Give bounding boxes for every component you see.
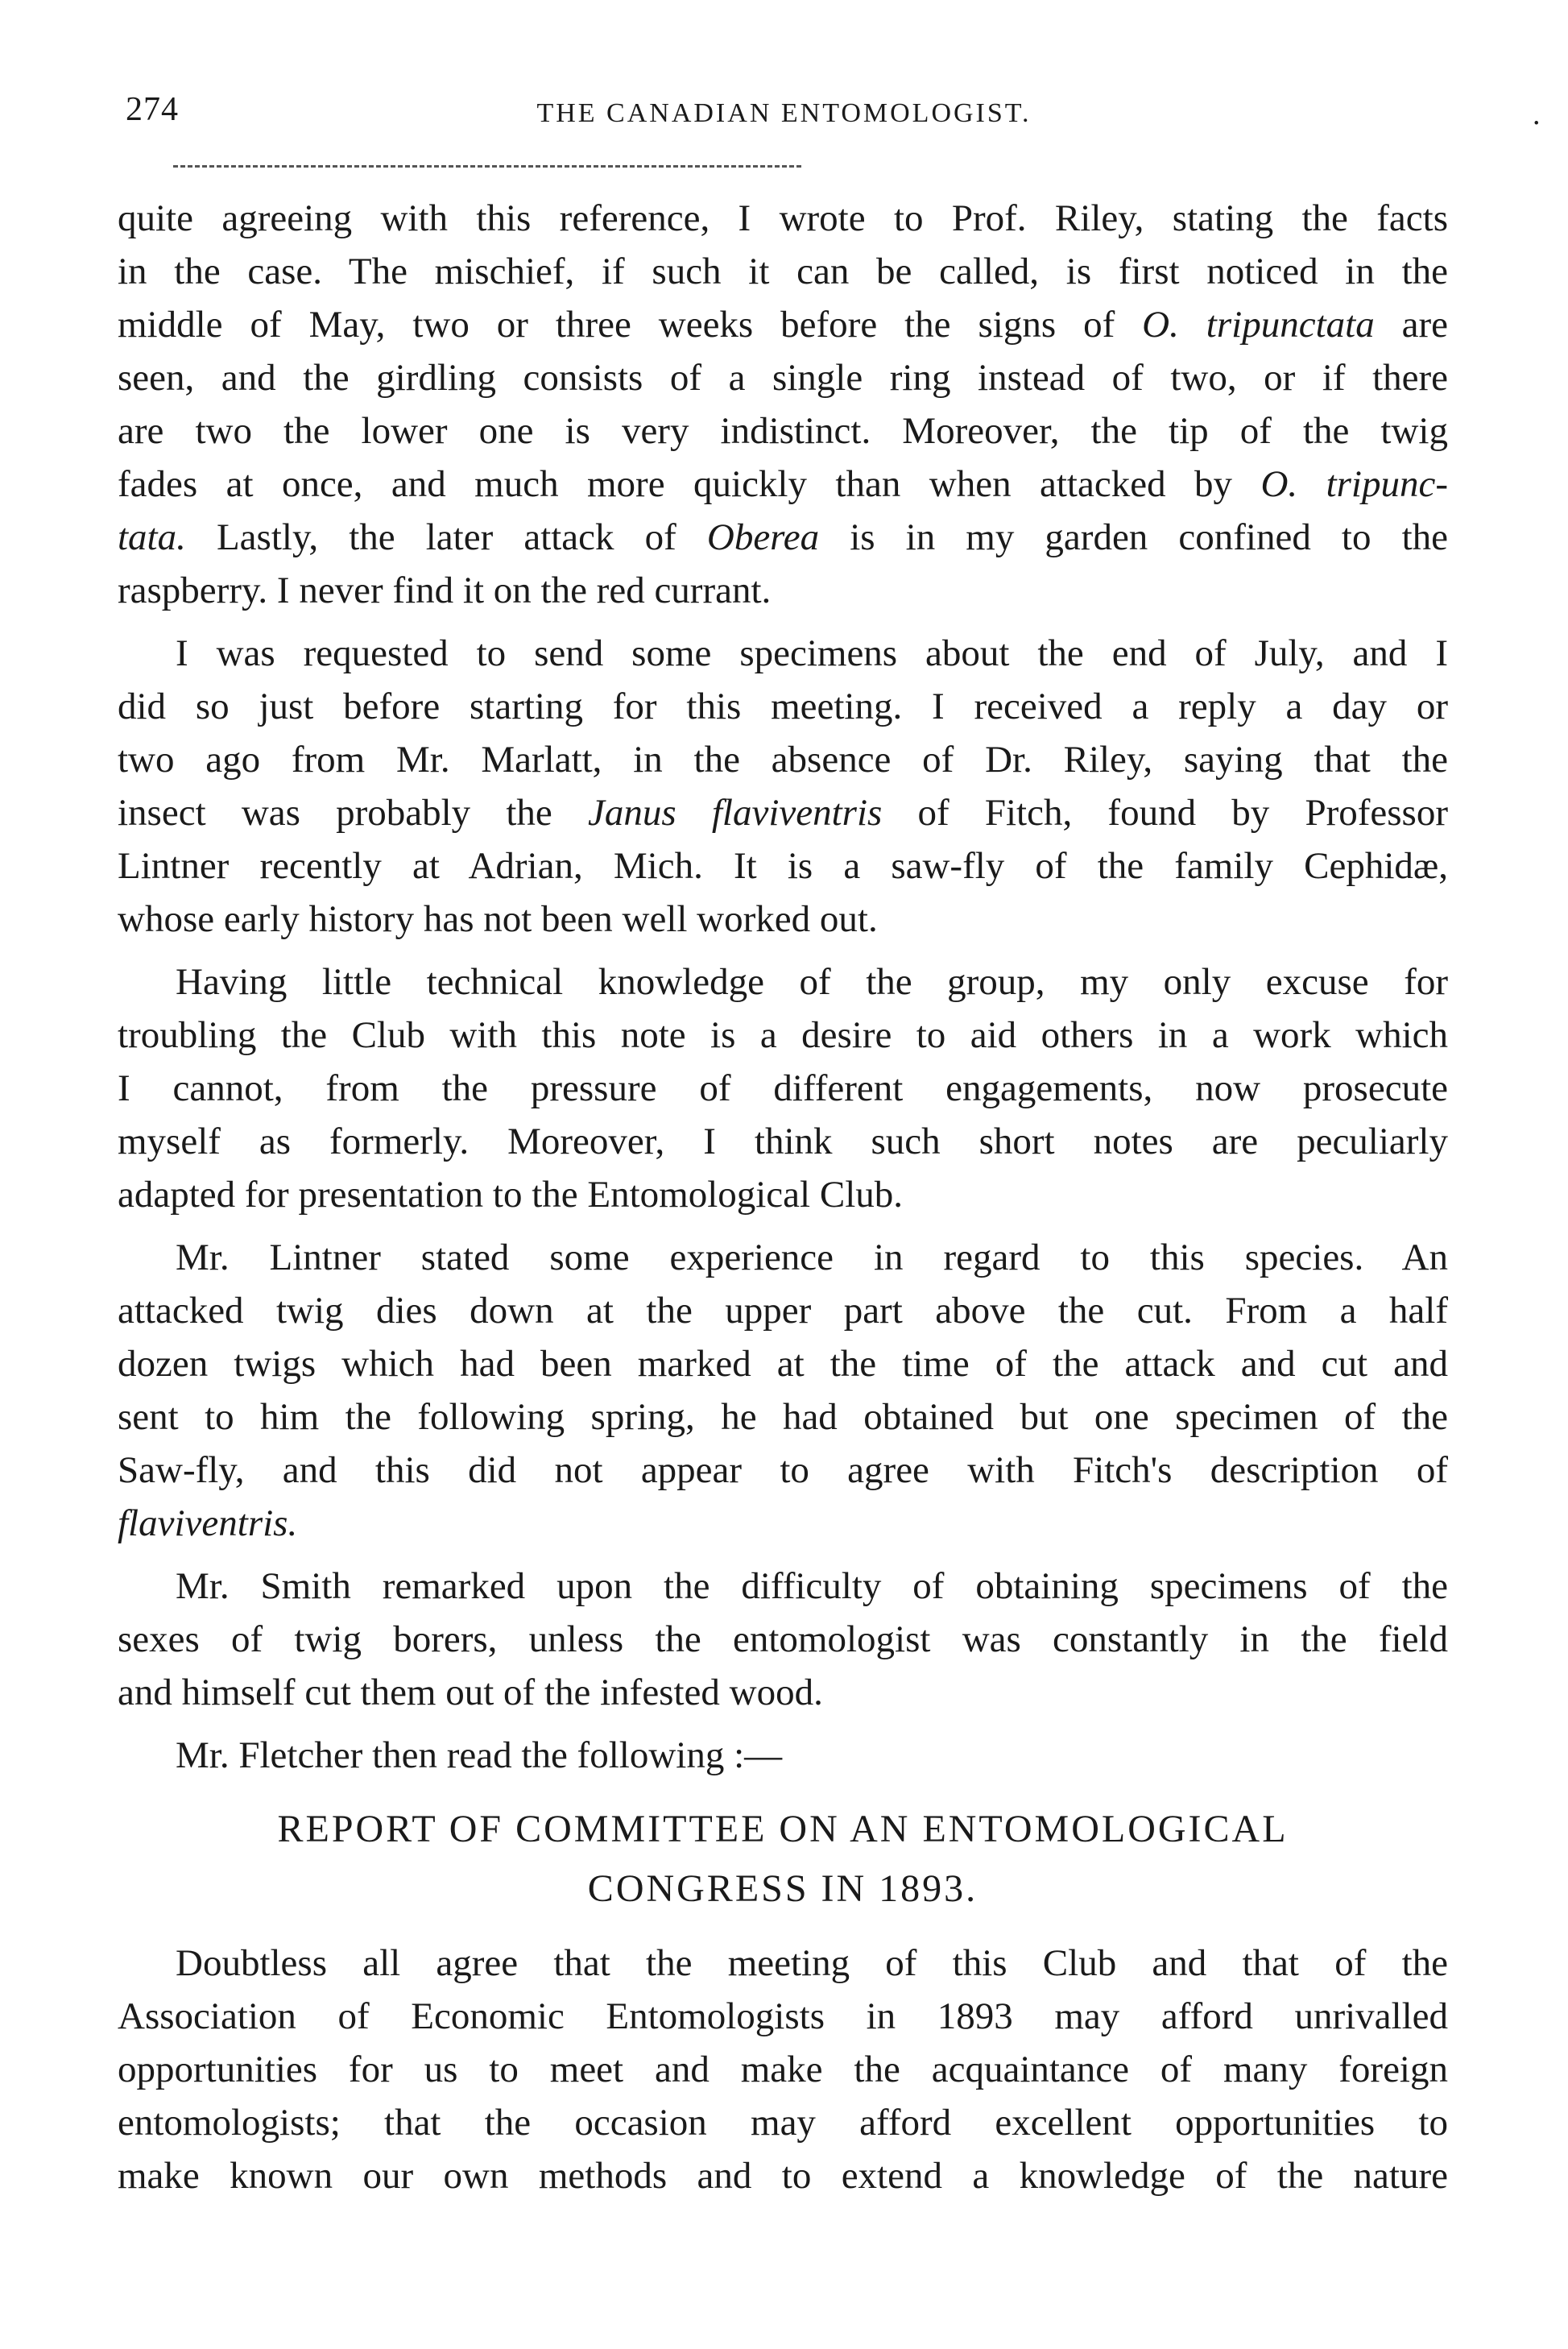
italic-term: flaviventris.: [118, 1502, 298, 1544]
header-mark: .: [1533, 97, 1541, 131]
text-line: Association of Economic Entomologists in 1893 may afford unrivalled: [118, 1995, 1448, 2037]
report-title-line: REPORT OF COMMITTEE ON AN ENTOMOLOGICAL: [277, 1808, 1289, 1850]
text-line: [118, 786, 1448, 839]
text-line-html: fades at once, and much more quickly than when attacked by O. tripunc-: [118, 463, 1448, 505]
text-line-html: insect was probably the Janus flaviventris of Fitch, found by Professor: [118, 792, 1448, 834]
text-line: Mr. Fletcher then read the following :—: [176, 1734, 783, 1776]
text-line: Mr. Lintner stated some experience in regard to this species. An: [176, 1237, 1448, 1278]
text-line: Lintner recently at Adrian, Mich. It is a saw-fly of the family Cephidæ,: [118, 845, 1448, 887]
text-line-html: middle of May, two or three weeks before the signs of O. tripunctata are: [118, 304, 1449, 346]
italic-term: tata.: [118, 516, 186, 558]
text-line: Saw-fly, and this did not appear to agree with Fitch's description of: [118, 1449, 1448, 1491]
text-line-html: tata. Lastly, the later attack of Oberea is in my garden confined to the: [118, 516, 1448, 558]
text-line: [118, 511, 1448, 564]
italic-term: O. tripunctata: [1142, 304, 1375, 346]
italic-term: O. tripunc-: [1260, 463, 1448, 505]
text-line: I was requested to send some specimens about the end of July, and I: [176, 632, 1448, 674]
text-line: sent to him the following spring, he had obtained but one specimen of the: [118, 1396, 1448, 1438]
text-line: seen, and the girdling consists of a single ring instead of two, or if there: [118, 357, 1448, 399]
text-line: in the case. The mischief, if such it can be called, is first noticed in the: [118, 251, 1448, 292]
text-line: attacked twig dies down at the upper part above the cut. From a half: [118, 1290, 1448, 1332]
body-text: [118, 192, 1448, 2202]
text-line: [118, 298, 1448, 351]
report-title: [118, 1800, 1448, 1919]
text-line: whose early history has not been well worked out.: [118, 898, 878, 940]
paragraph: [118, 627, 1448, 946]
text-line: [118, 1497, 1448, 1550]
report-title-line: CONGRESS IN 1893.: [587, 1867, 978, 1910]
text-line: I cannot, from the pressure of different engagements, now prosecute: [118, 1067, 1448, 1109]
text-line: are two the lower one is very indistinct. Moreover, the tip of the twig: [118, 410, 1448, 452]
text-line: Doubtless all agree that the meeting of this Club and that of the: [176, 1942, 1448, 1984]
text-line: raspberry. I never find it on the red currant.: [118, 570, 772, 611]
paragraph: [118, 1729, 1448, 1782]
running-head: THE CANADIAN ENTOMOLOGIST.: [536, 98, 1032, 128]
paragraph: [118, 955, 1448, 1221]
paragraph: [118, 192, 1448, 617]
text-line: entomologists; that the occasion may afford excellent opportunities to: [118, 2102, 1448, 2144]
text-line: adapted for presentation to the Entomological Club.: [118, 1174, 903, 1216]
paragraph: [118, 1231, 1448, 1550]
text-line: and himself cut them out of the infested wood.: [118, 1672, 823, 1713]
text-line: Mr. Smith remarked upon the difficulty of obtaining specimens of the: [176, 1565, 1448, 1607]
paragraph: [118, 1937, 1448, 2202]
text-line: [118, 458, 1448, 511]
text-line: Having little technical knowledge of the group, my only excuse for: [176, 961, 1448, 1003]
text-line: opportunities for us to meet and make the acquaintance of many foreign: [118, 2049, 1448, 2090]
paragraph: [118, 1560, 1448, 1719]
text-line: make known our own methods and to extend a knowledge of the nature: [118, 2155, 1448, 2197]
header-rule: [173, 165, 801, 168]
text-line: sexes of twig borers, unless the entomologist was constantly in the field: [118, 1618, 1448, 1660]
text-line: quite agreeing with this reference, I wrote to Prof. Riley, stating the facts: [118, 197, 1448, 239]
text-line: troubling the Club with this note is a desire to aid others in a work which: [118, 1014, 1448, 1056]
text-line: dozen twigs which had been marked at the time of the attack and cut and: [118, 1343, 1448, 1385]
italic-term: Janus flaviventris: [588, 792, 883, 834]
text-line: did so just before starting for this meeting. I received a reply a day or: [118, 686, 1448, 727]
text-line: two ago from Mr. Marlatt, in the absence of Dr. Riley, saying that the: [118, 739, 1448, 781]
italic-term: Oberea: [706, 516, 820, 558]
page-number: 274: [126, 91, 179, 128]
text-line: myself as formerly. Moreover, I think such short notes are peculiarly: [118, 1121, 1448, 1162]
